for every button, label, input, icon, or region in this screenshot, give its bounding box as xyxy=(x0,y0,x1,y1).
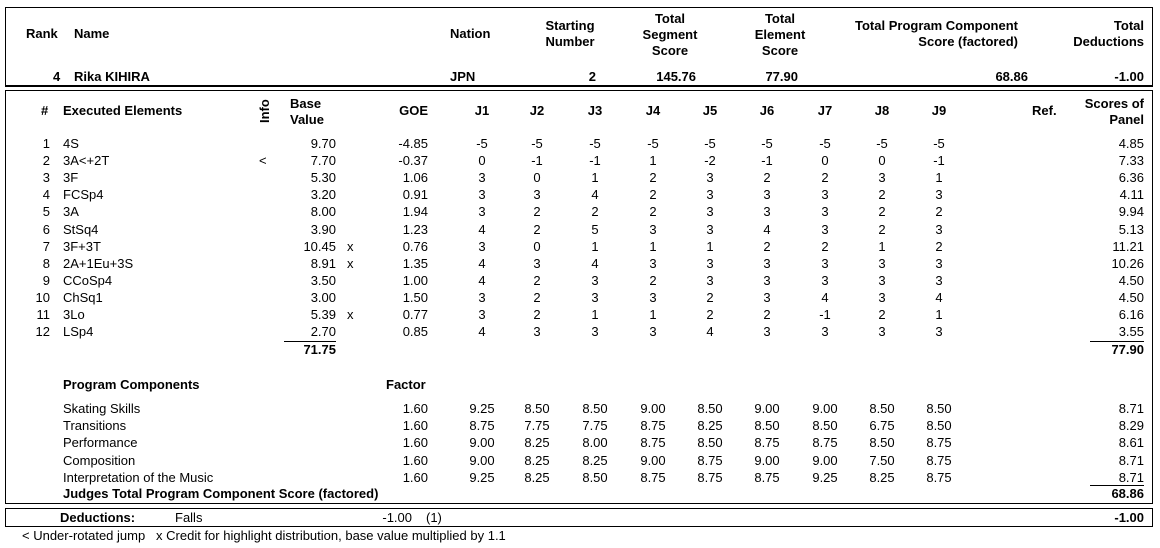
element-base-value: 3.00 xyxy=(310,289,336,305)
element-panel-score: 4.85 xyxy=(1118,136,1144,151)
col-executed-elements: Executed Elements xyxy=(63,103,183,118)
element-judge-score: 4 xyxy=(478,255,486,271)
element-judge-score: 3 xyxy=(878,324,886,340)
component-judge-score: 9.00 xyxy=(812,452,838,468)
element-goe: 1.50 xyxy=(402,289,428,305)
element-judge-score: 2 xyxy=(763,238,771,254)
element-judge-score: 2 xyxy=(763,307,771,322)
element-judge-score: 3 xyxy=(706,221,714,237)
element-judge-score: -2 xyxy=(704,153,716,169)
component-judge-score: 9.00 xyxy=(754,401,780,416)
element-code: 3Lo xyxy=(63,307,85,322)
col-info: Info xyxy=(257,99,272,123)
element-base-value: 3.20 xyxy=(310,187,336,203)
element-judge-score: 1 xyxy=(591,170,599,186)
element-judge-score: 3 xyxy=(935,187,943,203)
element-judge-score: 0 xyxy=(821,153,829,169)
pc-total-label: Judges Total Program Component Score (factored) xyxy=(63,486,379,501)
element-code: 4S xyxy=(63,136,79,151)
element-judge-score: 3 xyxy=(763,324,771,340)
col-goe: GOE xyxy=(399,103,428,118)
element-number: 6 xyxy=(42,221,50,237)
component-judge-score: 8.75 xyxy=(697,469,723,485)
element-judge-score: 3 xyxy=(935,255,943,271)
col-total-pcs: Total Program Component Score (factored) xyxy=(855,18,1018,49)
col-base-value: Base Value xyxy=(290,96,324,127)
component-factor: 1.60 xyxy=(402,418,428,434)
element-judge-score: 3 xyxy=(478,170,486,186)
element-number: 1 xyxy=(42,136,50,151)
component-judge-score: 8.75 xyxy=(640,418,666,434)
element-judge-score: 3 xyxy=(763,204,771,220)
element-judge-score: -1 xyxy=(819,307,831,322)
base-value-total: 71.75 xyxy=(303,342,336,357)
component-judge-score: 8.75 xyxy=(926,469,952,485)
element-goe: 0.91 xyxy=(402,187,428,203)
element-number: 12 xyxy=(35,324,50,340)
element-judge-score: 1 xyxy=(649,307,657,322)
element-number: 9 xyxy=(42,272,50,288)
element-panel-score: 9.94 xyxy=(1118,204,1144,220)
element-judge-score: 3 xyxy=(821,221,829,237)
element-judge-score: 1 xyxy=(935,170,943,186)
element-judge-score: 0 xyxy=(478,153,486,169)
element-judge-score: -5 xyxy=(647,136,659,151)
element-judge-score: -5 xyxy=(761,136,773,151)
element-goe: 1.06 xyxy=(402,170,428,186)
element-judge-score: -1 xyxy=(589,153,601,169)
element-judge-score: 4 xyxy=(478,221,486,237)
component-judge-score: 8.75 xyxy=(926,435,952,451)
element-judge-score: -5 xyxy=(704,136,716,151)
element-judge-score: 2 xyxy=(591,204,599,220)
element-judge-score: 2 xyxy=(533,221,541,237)
col-judge-4: J4 xyxy=(645,103,661,118)
col-judge-3: J3 xyxy=(587,103,603,118)
component-name: Performance xyxy=(63,435,138,451)
element-judge-score: 3 xyxy=(478,204,486,220)
element-base-value: 8.00 xyxy=(310,204,336,220)
col-total-deductions: Total Deductions xyxy=(1073,18,1144,49)
element-judge-score: 3 xyxy=(821,187,829,203)
component-judge-score: 9.25 xyxy=(469,469,495,485)
element-judge-score: 3 xyxy=(763,255,771,271)
skater-tss: 145.76 xyxy=(656,69,696,84)
element-goe: -0.37 xyxy=(398,153,428,169)
element-code: 3F+3T xyxy=(63,238,101,254)
element-judge-score: 3 xyxy=(478,307,486,322)
element-judge-score: 3 xyxy=(706,187,714,203)
skater-name: Rika KIHIRA xyxy=(74,69,150,84)
col-total-element-score: Total Element Score xyxy=(754,11,806,58)
component-judge-score: 9.00 xyxy=(812,401,838,416)
pc-total-score: 68.86 xyxy=(1111,486,1144,501)
col-total-segment-score: Total Segment Score xyxy=(642,11,698,58)
element-judge-score: 4 xyxy=(935,289,943,305)
component-factor: 1.60 xyxy=(402,401,428,416)
element-base-value: 5.30 xyxy=(310,170,336,186)
element-judge-score: 3 xyxy=(935,272,943,288)
element-judge-score: 3 xyxy=(533,324,541,340)
element-judge-score: 2 xyxy=(649,187,657,203)
col-judge-5: J5 xyxy=(702,103,718,118)
component-judge-score: 8.50 xyxy=(697,401,723,416)
element-base-value: 9.70 xyxy=(310,136,336,151)
element-judge-score: 4 xyxy=(706,324,714,340)
element-goe: -4.85 xyxy=(398,136,428,151)
element-judge-score: 2 xyxy=(649,170,657,186)
deductions-total: -1.00 xyxy=(1114,510,1144,525)
col-judge-6: J6 xyxy=(759,103,775,118)
element-judge-score: 2 xyxy=(533,289,541,305)
element-judge-score: 1 xyxy=(706,238,714,254)
header-divider xyxy=(5,85,1153,87)
col-factor: Factor xyxy=(386,377,426,392)
element-base-value: 2.70 xyxy=(310,324,336,340)
col-rank: Rank xyxy=(26,26,58,41)
element-judge-score: 3 xyxy=(935,221,943,237)
element-judge-score: 2 xyxy=(763,170,771,186)
element-judge-score: 3 xyxy=(763,289,771,305)
element-judge-score: 3 xyxy=(649,221,657,237)
component-judge-score: 7.75 xyxy=(582,418,608,434)
element-judge-score: 1 xyxy=(591,307,599,322)
element-bonus-x: x xyxy=(347,238,354,254)
element-judge-score: 4 xyxy=(591,187,599,203)
component-name: Interpretation of the Music xyxy=(63,469,214,485)
element-goe: 1.00 xyxy=(402,272,428,288)
element-judge-score: 2 xyxy=(706,307,714,322)
element-judge-score: -5 xyxy=(531,136,543,151)
col-judge-1: J1 xyxy=(474,103,490,118)
element-judge-score: 3 xyxy=(878,170,886,186)
component-factor: 1.60 xyxy=(402,469,428,485)
element-judge-score: 3 xyxy=(763,272,771,288)
component-judge-score: 8.75 xyxy=(640,469,666,485)
element-judge-score: 4 xyxy=(821,289,829,305)
element-judge-score: 4 xyxy=(478,324,486,340)
element-goe: 0.76 xyxy=(402,238,428,254)
element-code: 2A+1Eu+3S xyxy=(63,255,134,271)
element-judge-score: 3 xyxy=(478,187,486,203)
component-judge-score: 8.75 xyxy=(926,452,952,468)
skater-nation: JPN xyxy=(450,69,476,84)
element-judge-score: 2 xyxy=(878,307,886,322)
element-judge-score: 3 xyxy=(878,272,886,288)
element-judge-score: 3 xyxy=(706,255,714,271)
component-name: Composition xyxy=(63,452,136,468)
element-base-value: 3.50 xyxy=(310,272,336,288)
element-judge-score: 3 xyxy=(533,187,541,203)
element-panel-score: 4.50 xyxy=(1118,289,1144,305)
element-judge-score: 1 xyxy=(649,238,657,254)
element-judge-score: 3 xyxy=(821,324,829,340)
component-judge-score: 9.00 xyxy=(640,452,666,468)
element-judge-score: 1 xyxy=(935,307,943,322)
col-scores-of-panel: Scores of Panel xyxy=(1084,96,1144,127)
component-judge-score: 8.75 xyxy=(697,452,723,468)
element-judge-score: 3 xyxy=(706,272,714,288)
element-goe: 1.23 xyxy=(402,221,428,237)
footnote: < Under-rotated jump x Credit for highlight distribution, base value multiplied by 1.1 xyxy=(22,528,506,543)
element-judge-score: 4 xyxy=(591,255,599,271)
element-judge-score: 2 xyxy=(821,170,829,186)
element-judge-score: 3 xyxy=(821,272,829,288)
element-base-value: 5.39 xyxy=(310,307,336,322)
component-panel-score: 8.71 xyxy=(1118,452,1144,468)
element-judge-score: 2 xyxy=(649,272,657,288)
col-name: Name xyxy=(74,26,110,41)
skater-starting-number: 2 xyxy=(588,69,596,84)
element-number: 5 xyxy=(42,204,50,220)
element-judge-score: 2 xyxy=(935,204,943,220)
element-judge-score: 4 xyxy=(478,272,486,288)
element-judge-score: -1 xyxy=(761,153,773,169)
element-base-value: 7.70 xyxy=(310,153,336,169)
element-panel-score: 10.26 xyxy=(1111,255,1144,271)
element-judge-score: 3 xyxy=(821,255,829,271)
col-element-number: # xyxy=(41,103,49,118)
element-judge-score: 3 xyxy=(649,324,657,340)
element-bonus-x: x xyxy=(347,255,354,271)
element-judge-score: 1 xyxy=(591,238,599,254)
col-judge-2: J2 xyxy=(529,103,545,118)
element-number: 7 xyxy=(42,238,50,254)
component-panel-score: 8.61 xyxy=(1118,435,1144,451)
element-judge-score: 1 xyxy=(878,238,886,254)
element-judge-score: 5 xyxy=(591,221,599,237)
element-judge-score: -5 xyxy=(476,136,488,151)
element-judge-score: 3 xyxy=(821,204,829,220)
component-judge-score: 9.00 xyxy=(754,452,780,468)
element-number: 2 xyxy=(42,153,50,169)
element-judge-score: 2 xyxy=(706,289,714,305)
element-judge-score: -1 xyxy=(531,153,543,169)
element-bonus-x: x xyxy=(347,307,354,322)
element-judge-score: 3 xyxy=(706,170,714,186)
component-judge-score: 8.75 xyxy=(754,435,780,451)
element-goe: 1.94 xyxy=(402,204,428,220)
component-judge-score: 8.00 xyxy=(582,435,608,451)
element-panel-score: 4.50 xyxy=(1118,272,1144,288)
deductions-value: -1.00 xyxy=(382,510,412,525)
component-factor: 1.60 xyxy=(402,435,428,451)
component-judge-score: 8.25 xyxy=(697,418,723,434)
element-judge-score: 3 xyxy=(649,255,657,271)
element-judge-score: 0 xyxy=(533,170,541,186)
element-judge-score: 2 xyxy=(821,238,829,254)
component-judge-score: 8.50 xyxy=(869,435,895,451)
element-judge-score: 2 xyxy=(878,204,886,220)
element-judge-score: -5 xyxy=(589,136,601,151)
component-judge-score: 8.25 xyxy=(524,469,550,485)
element-info: < xyxy=(259,153,267,169)
col-judge-8: J8 xyxy=(874,103,890,118)
component-panel-score: 8.71 xyxy=(1118,401,1144,416)
element-judge-score: 2 xyxy=(878,221,886,237)
program-components-title: Program Components xyxy=(63,377,200,392)
element-number: 11 xyxy=(36,307,50,322)
element-judge-score: 3 xyxy=(478,289,486,305)
deductions-label: Deductions: xyxy=(60,510,136,525)
component-judge-score: 8.50 xyxy=(582,401,608,416)
element-judge-score: -5 xyxy=(876,136,888,151)
element-base-value: 10.45 xyxy=(303,238,336,254)
deductions-type: Falls xyxy=(175,510,203,525)
col-ref: Ref. xyxy=(1032,103,1057,118)
component-name: Transitions xyxy=(63,418,127,434)
element-judge-score: 3 xyxy=(591,272,599,288)
element-code: LSp4 xyxy=(63,324,94,340)
element-judge-score: 3 xyxy=(649,289,657,305)
element-judge-score: 0 xyxy=(878,153,886,169)
component-judge-score: 8.75 xyxy=(640,435,666,451)
element-judge-score: 4 xyxy=(763,221,771,237)
element-judge-score: -5 xyxy=(819,136,831,151)
element-judge-score: 3 xyxy=(878,289,886,305)
element-goe: 0.85 xyxy=(402,324,428,340)
element-goe: 0.77 xyxy=(402,307,428,322)
element-panel-score: 3.55 xyxy=(1118,324,1144,340)
element-judge-score: 3 xyxy=(763,187,771,203)
element-judge-score: 3 xyxy=(591,289,599,305)
component-judge-score: 8.50 xyxy=(926,401,952,416)
component-judge-score: 7.50 xyxy=(869,452,895,468)
component-judge-score: 8.50 xyxy=(582,469,608,485)
component-judge-score: 8.50 xyxy=(926,418,952,434)
component-judge-score: 8.50 xyxy=(812,418,838,434)
component-panel-score: 8.71 xyxy=(1118,469,1144,485)
element-judge-score: 3 xyxy=(935,324,943,340)
component-judge-score: 8.50 xyxy=(697,435,723,451)
component-judge-score: 6.75 xyxy=(869,418,895,434)
element-judge-score: 2 xyxy=(935,238,943,254)
skater-rank: 4 xyxy=(53,69,61,84)
element-number: 8 xyxy=(42,255,50,271)
component-judge-score: 8.75 xyxy=(754,469,780,485)
element-panel-score: 6.16 xyxy=(1118,307,1144,322)
component-factor: 1.60 xyxy=(402,452,428,468)
col-judge-7: J7 xyxy=(817,103,833,118)
component-judge-score: 9.25 xyxy=(469,401,495,416)
element-judge-score: 0 xyxy=(533,238,541,254)
element-code: CCoSp4 xyxy=(63,272,113,288)
elements-score-total: 77.90 xyxy=(1111,342,1144,357)
component-judge-score: 8.50 xyxy=(524,401,550,416)
element-code: FCSp4 xyxy=(63,187,104,203)
element-judge-score: 2 xyxy=(533,272,541,288)
element-judge-score: 3 xyxy=(591,324,599,340)
component-judge-score: 7.75 xyxy=(524,418,550,434)
element-number: 3 xyxy=(42,170,50,186)
element-code: 3A xyxy=(63,204,79,220)
element-judge-score: -5 xyxy=(933,136,945,151)
element-number: 10 xyxy=(35,289,50,305)
element-judge-score: 3 xyxy=(533,255,541,271)
element-panel-score: 11.21 xyxy=(1112,238,1144,254)
component-judge-score: 8.50 xyxy=(869,401,895,416)
component-judge-score: 9.00 xyxy=(469,435,495,451)
component-judge-score: 9.25 xyxy=(812,469,838,485)
component-judge-score: 8.25 xyxy=(582,452,608,468)
element-judge-score: -1 xyxy=(933,153,945,169)
element-panel-score: 4.11 xyxy=(1119,187,1144,203)
component-judge-score: 8.50 xyxy=(754,418,780,434)
element-judge-score: 2 xyxy=(533,307,541,322)
col-judge-9: J9 xyxy=(931,103,947,118)
component-judge-score: 8.25 xyxy=(524,435,550,451)
element-judge-score: 2 xyxy=(649,204,657,220)
skater-tes: 77.90 xyxy=(765,69,798,84)
skater-deductions: -1.00 xyxy=(1114,69,1144,84)
component-judge-score: 8.75 xyxy=(469,418,495,434)
element-code: 3A<+2T xyxy=(63,153,110,169)
component-judge-score: 8.25 xyxy=(869,469,895,485)
element-panel-score: 5.13 xyxy=(1118,221,1144,237)
element-judge-score: 2 xyxy=(878,187,886,203)
element-code: ChSq1 xyxy=(63,289,103,305)
component-judge-score: 9.00 xyxy=(469,452,495,468)
element-goe: 1.35 xyxy=(402,255,428,271)
component-panel-score: 8.29 xyxy=(1118,418,1144,434)
col-nation: Nation xyxy=(450,26,491,41)
element-judge-score: 1 xyxy=(649,153,657,169)
component-judge-score: 8.25 xyxy=(524,452,550,468)
element-code: 3F xyxy=(63,170,79,186)
element-panel-score: 7.33 xyxy=(1118,153,1144,169)
element-judge-score: 3 xyxy=(706,204,714,220)
element-base-value: 3.90 xyxy=(310,221,336,237)
element-base-value: 8.91 xyxy=(310,255,336,271)
component-name: Skating Skills xyxy=(63,401,141,416)
element-judge-score: 3 xyxy=(878,255,886,271)
component-judge-score: 8.75 xyxy=(812,435,838,451)
component-judge-score: 9.00 xyxy=(640,401,666,416)
deductions-count: (1) xyxy=(426,510,442,525)
element-number: 4 xyxy=(42,187,50,203)
element-judge-score: 3 xyxy=(478,238,486,254)
col-starting-number: Starting Number xyxy=(545,18,595,49)
element-code: StSq4 xyxy=(63,221,99,237)
skater-pcs: 68.86 xyxy=(995,69,1028,84)
element-judge-score: 2 xyxy=(533,204,541,220)
element-panel-score: 6.36 xyxy=(1118,170,1144,186)
